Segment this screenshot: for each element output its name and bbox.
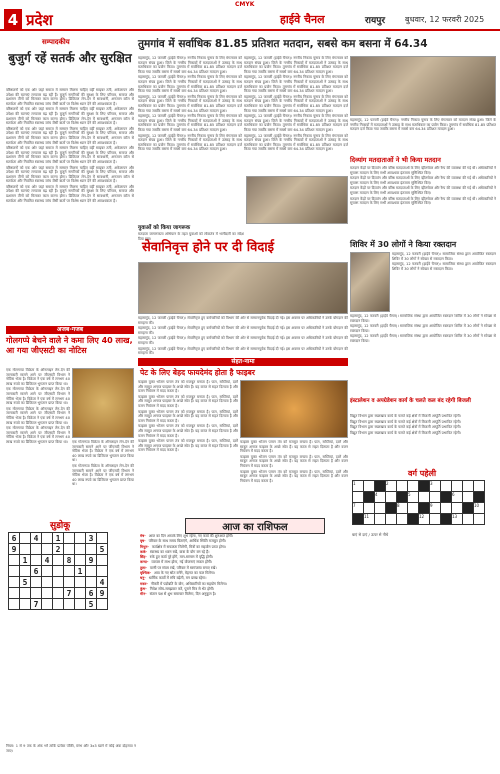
lead-headline: तुमगांव में सर्वाधिक 81.85 प्रतिशत मतदान, सबसे कम बसना में 64.34 [138,38,428,50]
rashifal-sign: वृश्चिक- [140,571,151,576]
rashifal-text: स्वास्थ्य का ध्यान रखें, यात्रा के योग बन रहे हैं। [150,549,210,554]
sudoku-cell [9,588,20,599]
sudoku-cell [53,599,64,610]
sudoku-cell [64,599,75,610]
voters-photo [246,176,348,224]
rashifal-title: आज का राशिफल [185,518,325,534]
sudoku-cell [64,577,75,588]
rashifal-text: संतान पक्ष से शुभ समाचार मिलेगा, दिन अनुकूल है। [149,592,216,597]
sudoku-cell: 1 [75,566,86,577]
sudoku-cell: 3 [86,533,97,544]
rashifal-text: निवेश सोच-समझकर करें, पुराने मित्र से भेंट होगी। [149,586,215,591]
sudoku-cell [9,599,20,610]
camp-headline: शिविर में 30 लोगों ने किया रक्तदान [350,240,457,249]
sudoku-cell: 5 [20,577,31,588]
sudoku-cell [31,555,42,566]
rashifal-text: धार्मिक कार्यों में रुचि बढ़ेगी, मन प्रसन्न रहेगा। [148,576,207,581]
sudoku-cell [64,533,75,544]
sudoku-cell [20,599,31,610]
sudoku-cell [97,599,108,610]
sudoku-cell [86,566,97,577]
health-body-2: फाइबर युक्त भोजन पाचन तंत्र को मजबूत बनाता है। फल, सब्जियां, दालें और साबुत अनाज फाइबर के अच्छे स्रोत हैं। यह कब्ज से राहत दिलाता है और वजन नियंत्रण में मदद करता है। फाइबर युक्त भोजन पाचन तंत्र को मजबूत बनाता है। फल, सब्जियां, दालें और साबुत अनाज फाइबर के अच्छे स्रोत हैं। यह कब्ज से राहत दिलाता है और वजन नियंत्रण में मदद करता है। फाइबर युक्त भोजन पाचन तंत्र को मजबूत बनाता है। फल, सब्जियां, दालें और साबुत अनाज फाइबर के अच्छे स्रोत हैं। यह कब्ज से राहत दिलाता है और वजन नियंत्रण में मदद करता है। [240,440,348,483]
crossword-title: वर्ग पहेली [408,469,437,478]
sudoku-cell: 1 [20,555,31,566]
sudoku-cell [42,566,53,577]
fiber-food-photo [240,380,348,438]
lead-body-col2: महासमुंद, 12 फरवरी (हाईवे चैनल)। नगरीय निकाय चुनाव के लिए मंगलवार को मतदान संपन्न हुआ। जिले के नगरीय निकायों में मतदाताओं ने उत्साह के साथ मताधिकार का प्रयोग किया। तुमगांव में सर्वाधिक 81.85 प्रतिशत मतदान दर्ज किया गया जबकि बसना में सबसे कम 64.34 प्रतिशत मतदान हुआ। महासमुंद, 12 फरवरी (हाईवे चैनल)। नगरीय निकाय चुनाव के लिए मंगलवार को मतदान संपन्न हुआ। जिले के नगरीय निकायों में मतदाताओं ने उत्साह के साथ मताधिकार का प्रयोग किया। तुमगांव में सर्वाधिक 81.85 प्रतिशत मतदान दर्ज किया गया जबकि बसना में सबसे कम 64.34 प्रतिशत मतदान हुआ। महासमुंद, 12 फरवरी (हाईवे चैनल)। नगरीय निकाय चुनाव के लिए मंगलवार को मतदान संपन्न हुआ। जिले के नगरीय निकायों में मतदाताओं ने उत्साह के साथ मताधिकार का प्रयोग किया। तुमगांव में सर्वाधिक 81.85 प्रतिशत मतदान दर्ज किया गया जबकि बसना में सबसे कम 64.34 प्रतिशत मतदान हुआ। महासमुंद, 12 फरवरी (हाईवे चैनल)। नगरीय निकाय चुनाव के लिए मंगलवार को मतदान संपन्न हुआ। जिले के नगरीय निकायों में मतदाताओं ने उत्साह के साथ मताधिकार का प्रयोग किया। तुमगांव में सर्वाधिक 81.85 प्रतिशत मतदान दर्ज किया गया जबकि बसना में सबसे कम 64.34 प्रतिशत मतदान हुआ। महासमुंद, 12 फरवरी (हाईवे चैनल)। नगरीय निकाय चुनाव के लिए मंगलवार को मतदान संपन्न हुआ। जिले के नगरीय निकायों में मतदाताओं ने उत्साह के साथ मताधिकार का प्रयोग किया। तुमगांव में सर्वाधिक 81.85 प्रतिशत मतदान दर्ज किया गया जबकि बसना में सबसे कम 64.34 प्रतिशत मतदान हुआ। [244,56,348,152]
sudoku-cell [20,588,31,599]
issue-date: बुधवार, 12 फरवरी 2025 [405,15,485,24]
sudoku-cell: 5 [86,599,97,610]
sudoku-cell [97,555,108,566]
health-band: सेहत-नामा [138,358,348,366]
farewell-headline: सेवानिवृत्त होने पर दी विदाई [142,240,274,255]
sudoku-cell [75,533,86,544]
crossword-grid: 1 2 3 4 5 6 7 8 9 10 11 12 13 [352,480,485,525]
electric-headline: इंस्टालेशन व अपग्रेडेशन कार्य के चलते कल बंद रहेगी बिजली [350,398,471,404]
farewell-photo [138,262,348,314]
right-story-body: मतदान केंद्रों पर दिव्यांग और वरिष्ठ मतदाताओं के लिए व्हीलचेयर और रैम्प की व्यवस्था की गई थी। अधिकारियों ने सुचारू मतदान के लिए सभी आवश्यक इंतजाम सुनिश्चित किए। मतदान केंद्रों पर दिव्यांग और वरिष्ठ मतदाताओं के लिए व्हीलचेयर और रैम्प की व्यवस्था की गई थी। अधिकारियों ने सुचारू मतदान के लिए सभी आवश्यक इंतजाम सुनिश्चित किए। मतदान केंद्रों पर दिव्यांग और वरिष्ठ मतदाताओं के लिए व्हीलचेयर और रैम्प की व्यवस्था की गई थी। अधिकारियों ने सुचारू मतदान के लिए सभी आवश्यक इंतजाम सुनिश्चित किए। मतदान केंद्रों पर दिव्यांग और वरिष्ठ मतदाताओं के लिए व्हीलचेयर और रैम्प की व्यवस्था की गई थी। अधिकारियों ने सुचारू मतदान के लिए सभी आवश्यक इंतजाम सुनिश्चित किए। [350,166,496,206]
page-number: 4 [4,9,22,31]
sudoku-cell [42,599,53,610]
editorial-headline: बुजुर्ग रहें सतर्क और सुरक्षित [8,51,132,65]
lead-body-col3: महासमुंद, 12 फरवरी (हाईवे चैनल)। नगरीय निकाय चुनाव के लिए मंगलवार को मतदान संपन्न हुआ। जिले के नगरीय निकायों में मतदाताओं ने उत्साह के साथ मताधिकार का प्रयोग किया। तुमगांव में सर्वाधिक 81.85 प्रतिशत मतदान दर्ज किया गया जबकि बसना में सबसे कम 64.34 प्रतिशत मतदान हुआ। [350,118,496,132]
editorial-body: वरिष्ठजनों को एक ओर जहां समाज में सम्मान मिलना चाहिए वहीं साइबर ठगी, अकेलापन और उपेक्षा की घटनाएं लगातार बढ़ रही हैं। बुजुर्ग नागरिकों की सुरक्षा के लिए परिवार, समाज और प्रशासन तीनों को मिलकर काम करना होगा। डिजिटल लेन-देन में सावधानी, अनजान कॉल से सतर्कता और नियमित स्वास्थ्य जांच जैसी बातों पर विशेष ध्यान देने की आवश्यकता है। वरिष्ठजनों को एक ओर जहां समाज में सम्मान मिलना चाहिए वहीं साइबर ठगी, अकेलापन और उपेक्षा की घटनाएं लगातार बढ़ रही हैं। बुजुर्ग नागरिकों की सुरक्षा के लिए परिवार, समाज और प्रशासन तीनों को मिलकर काम करना होगा। डिजिटल लेन-देन में सावधानी, अनजान कॉल से सतर्कता और नियमित स्वास्थ्य जांच जैसी बातों पर विशेष ध्यान देने की आवश्यकता है। वरिष्ठजनों को एक ओर जहां समाज में सम्मान मिलना चाहिए वहीं साइबर ठगी, अकेलापन और उपेक्षा की घटनाएं लगातार बढ़ रही हैं। बुजुर्ग नागरिकों की सुरक्षा के लिए परिवार, समाज और प्रशासन तीनों को मिलकर काम करना होगा। डिजिटल लेन-देन में सावधानी, अनजान कॉल से सतर्कता और नियमित स्वास्थ्य जांच जैसी बातों पर विशेष ध्यान देने की आवश्यकता है। वरिष्ठजनों को एक ओर जहां समाज में सम्मान मिलना चाहिए वहीं साइबर ठगी, अकेलापन और उपेक्षा की घटनाएं लगातार बढ़ रही हैं। बुजुर्ग नागरिकों की सुरक्षा के लिए परिवार, समाज और प्रशासन तीनों को मिलकर काम करना होगा। डिजिटल लेन-देन में सावधानी, अनजान कॉल से सतर्कता और नियमित स्वास्थ्य जांच जैसी बातों पर विशेष ध्यान देने की आवश्यकता है। वरिष्ठजनों को एक ओर जहां समाज में सम्मान मिलना चाहिए वहीं साइबर ठगी, अकेलापन और उपेक्षा की घटनाएं लगातार बढ़ रही हैं। बुजुर्ग नागरिकों की सुरक्षा के लिए परिवार, समाज और प्रशासन तीनों को मिलकर काम करना होगा। डिजिटल लेन-देन में सावधानी, अनजान कॉल से सतर्कता और नियमित स्वास्थ्य जांच जैसी बातों पर विशेष ध्यान देने की आवश्यकता है। वरिष्ठजनों को एक ओर जहां समाज में सम्मान मिलना चाहिए वहीं साइबर ठगी, अकेलापन और उपेक्षा की घटनाएं लगातार बढ़ रही हैं। बुजुर्ग नागरिकों की सुरक्षा के लिए परिवार, समाज और प्रशासन तीनों को मिलकर काम करना होगा। डिजिटल लेन-देन में सावधानी, अनजान कॉल से सतर्कता और नियमित स्वास्थ्य जांच जैसी बातों पर विशेष ध्यान देने की आवश्यकता है। [6,88,134,203]
sudoku-cell [20,566,31,577]
sudoku-cell: 4 [42,555,53,566]
mid-story-headline: युवाओं को किया जागरूक [138,225,191,231]
sudoku-cell [53,555,64,566]
sudoku-cell: 2 [53,544,64,555]
rashifal-sign: मिथुन- [140,544,149,549]
polling-photo [350,56,496,116]
rashifal-text: आज का दिन आपके लिए शुभ रहेगा, नए कार्य की शुरुआत होगी। [148,534,234,538]
sudoku-cell [31,588,42,599]
sudoku-cell: 8 [64,555,75,566]
city-name: रायपुर [365,16,386,26]
sudoku-cell: 6 [31,566,42,577]
sudoku-cell [53,588,64,599]
rashifal-sign: कर्क- [140,549,148,554]
rashifal-sign: कन्या- [140,560,149,565]
sudoku-cell: 5 [97,544,108,555]
rashifal-item [140,592,350,597]
sudoku-cell [75,588,86,599]
sudoku-title: सुडोकू [50,521,71,531]
rashifal-sign: वृष- [140,539,146,544]
rashifal-sign: मकर- [140,581,148,586]
mid-story-body: मतदाता जागरूकता अभियान के तहत युवाओं को लोकतंत्र में भागीदारी का संदेश दिया गया। [138,232,244,240]
ajab-band: अजब-गजब [6,326,134,334]
rashifal-list [140,534,350,770]
sudoku-cell: 9 [86,555,97,566]
sudoku-cell [9,577,20,588]
rashifal-text: कार्यक्षेत्र में सफलता मिलेगी, मित्रों का सहयोग प्राप्त होगा। [151,544,227,549]
rashifal-text: व्यापार में लाभ होगा, नई योजनाएं सफल होंगी। [151,560,213,565]
rashifal-sign: धनु- [140,576,146,581]
health-headline: पेट के लिए बेहद फायदेमंद होता है फाइबर [140,368,255,377]
sudoku-cell [86,544,97,555]
sudoku-cell [75,555,86,566]
sudoku-cell [64,544,75,555]
editorial-label: सम्पादकीय [42,38,70,46]
sudoku-cell [31,577,42,588]
rashifal-text: परिवार के साथ समय बिताएंगे, आर्थिक स्थिति मजबूत होगी। [148,539,227,544]
sudoku-note: नियम: 1 से 9 तक के अंक भरें ताकि प्रत्येक पंक्ति, स्तंभ और 3x3 खाने में कोई अंक दोहराया न जाए। [6,744,136,753]
golgappa-photo [72,368,134,438]
camp-body: महासमुंद, 12 फरवरी (हाईवे चैनल)। सामाजिक संस्था द्वारा आयोजित रक्तदान शिविर में 30 लोगों ने स्वेच्छा से रक्तदान किया। महासमुंद, 12 फरवरी (हाईवे चैनल)। सामाजिक संस्था द्वारा आयोजित रक्तदान शिविर में 30 लोगों ने स्वेच्छा से रक्तदान किया। [392,252,496,271]
sudoku-grid [8,532,108,610]
crossword-clues: बाएं से दाएं / ऊपर से नीचे [352,532,389,537]
rashifal-sign: सिंह- [140,555,147,560]
sudoku-cell [97,566,108,577]
sudoku-cell [64,566,75,577]
sudoku-cell: 4 [97,577,108,588]
cmyk-mark: CMYK [235,1,255,8]
sudoku-cell: 7 [31,599,42,610]
camp-body-2: महासमुंद, 12 फरवरी (हाईवे चैनल)। सामाजिक संस्था द्वारा आयोजित रक्तदान शिविर में 30 लोगों ने स्वेच्छा से रक्तदान किया। महासमुंद, 12 फरवरी (हाईवे चैनल)। सामाजिक संस्था द्वारा आयोजित रक्तदान शिविर में 30 लोगों ने स्वेच्छा से रक्तदान किया। महासमुंद, 12 फरवरी (हाईवे चैनल)। सामाजिक संस्था द्वारा आयोजित रक्तदान शिविर में 30 लोगों ने स्वेच्छा से रक्तदान किया। [350,314,496,343]
farewell-body: महासमुंद, 12 फरवरी (हाईवे चैनल)। सेवानिवृत्त हुए कर्मचारियों को विभाग की ओर से सम्मानपूर्वक विदाई दी गई। इस अवसर पर अधिकारियों ने उनके योगदान की सराहना की। महासमुंद, 12 फरवरी (हाईवे चैनल)। सेवानिवृत्त हुए कर्मचारियों को विभाग की ओर से सम्मानपूर्वक विदाई दी गई। इस अवसर पर अधिकारियों ने उनके योगदान की सराहना की। महासमुंद, 12 फरवरी (हाईवे चैनल)। सेवानिवृत्त हुए कर्मचारियों को विभाग की ओर से सम्मानपूर्वक विदाई दी गई। इस अवसर पर अधिकारियों ने उनके योगदान की सराहना की। महासमुंद, 12 फरवरी (हाईवे चैनल)। सेवानिवृत्त हुए कर्मचारियों को विभाग की ओर से सम्मानपूर्वक विदाई दी गई। इस अवसर पर अधिकारियों ने उनके योगदान की सराहना की। [138,316,348,356]
rashifal-sign: कुंभ- [140,586,147,591]
sudoku-cell [75,544,86,555]
sudoku-cell [97,533,108,544]
sudoku-cell: 9 [9,544,20,555]
section-title: प्रदेश [26,11,53,29]
sudoku-cell [86,577,97,588]
sudoku-cell: 1 [53,533,64,544]
sudoku-cell [75,577,86,588]
rashifal-text: वाणी पर संयम रखें, परिवार में सामंजस्य बनाए रखें। [149,565,217,570]
ajab-headline: गोलगप्पे बेचने वाले ने कमा लिए 40 लाख, आ गया जीएसटी का नोटिस [6,336,133,355]
rashifal-sign: तुला- [140,565,147,570]
sudoku-cell: 6 [9,533,20,544]
rashifal-sign: मीन- [140,592,147,597]
sudoku-cell [42,544,53,555]
sudoku-cell: 6 [86,588,97,599]
ajab-body-2: एक गोलगप्पा विक्रेता के ऑनलाइन लेन-देन की जानकारी सामने आने पर जीएसटी विभाग ने नोटिस भेजा है। विक्रेता ने एक वर्ष में लगभग 40 लाख रुपये का डिजिटल भुगतान प्राप्त किया था। एक गोलगप्पा विक्रेता के ऑनलाइन लेन-देन की जानकारी सामने आने पर जीएसटी विभाग ने नोटिस भेजा है। विक्रेता ने एक वर्ष में लगभग 40 लाख रुपये का डिजिटल भुगतान प्राप्त किया था। [72,440,134,487]
camp-photo [350,252,390,312]
sudoku-cell [31,544,42,555]
sudoku-cell [42,533,53,544]
sudoku-cell [75,599,86,610]
sudoku-cell [20,533,31,544]
rashifal-text: रुके हुए कार्य पूरे होंगे, मान-सम्मान में वृद्धि होगी। [149,555,214,560]
right-story-headline: दिव्यांग मतदाताओं ने भी किया मतदान [350,156,441,164]
sudoku-cell [20,544,31,555]
ajab-body: एक गोलगप्पा विक्रेता के ऑनलाइन लेन-देन की जानकारी सामने आने पर जीएसटी विभाग ने नोटिस भेजा है। विक्रेता ने एक वर्ष में लगभग 40 लाख रुपये का डिजिटल भुगतान प्राप्त किया था। एक गोलगप्पा विक्रेता के ऑनलाइन लेन-देन की जानकारी सामने आने पर जीएसटी विभाग ने नोटिस भेजा है। विक्रेता ने एक वर्ष में लगभग 40 लाख रुपये का डिजिटल भुगतान प्राप्त किया था। एक गोलगप्पा विक्रेता के ऑनलाइन लेन-देन की जानकारी सामने आने पर जीएसटी विभाग ने नोटिस भेजा है। विक्रेता ने एक वर्ष में लगभग 40 लाख रुपये का डिजिटल भुगतान प्राप्त किया था। एक गोलगप्पा विक्रेता के ऑनलाइन लेन-देन की जानकारी सामने आने पर जीएसटी विभाग ने नोटिस भेजा है। विक्रेता ने एक वर्ष में लगभग 40 लाख रुपये का डिजिटल भुगतान प्राप्त किया था। [6,368,70,444]
sudoku-cell [42,577,53,588]
rashifal-sign: मेष- [140,534,146,538]
brand-name: हाईवे चैनल [280,13,325,26]
health-body: फाइबर युक्त भोजन पाचन तंत्र को मजबूत बनाता है। फल, सब्जियां, दालें और साबुत अनाज फाइबर के अच्छे स्रोत हैं। यह कब्ज से राहत दिलाता है और वजन नियंत्रण में मदद करता है। फाइबर युक्त भोजन पाचन तंत्र को मजबूत बनाता है। फल, सब्जियां, दालें और साबुत अनाज फाइबर के अच्छे स्रोत हैं। यह कब्ज से राहत दिलाता है और वजन नियंत्रण में मदद करता है। फाइबर युक्त भोजन पाचन तंत्र को मजबूत बनाता है। फल, सब्जियां, दालें और साबुत अनाज फाइबर के अच्छे स्रोत हैं। यह कब्ज से राहत दिलाता है और वजन नियंत्रण में मदद करता है। फाइबर युक्त भोजन पाचन तंत्र को मजबूत बनाता है। फल, सब्जियां, दालें और साबुत अनाज फाइबर के अच्छे स्रोत हैं। यह कब्ज से राहत दिलाता है और वजन नियंत्रण में मदद करता है। फाइबर युक्त भोजन पाचन तंत्र को मजबूत बनाता है। फल, सब्जियां, दालें और साबुत अनाज फाइबर के अच्छे स्रोत हैं। यह कब्ज से राहत दिलाता है और वजन नियंत्रण में मदद करता है। [138,380,238,453]
sudoku-cell: 9 [97,588,108,599]
sudoku-cell [9,555,20,566]
lead-body-col1: महासमुंद, 12 फरवरी (हाईवे चैनल)। नगरीय निकाय चुनाव के लिए मंगलवार को मतदान संपन्न हुआ। जिले के नगरीय निकायों में मतदाताओं ने उत्साह के साथ मताधिकार का प्रयोग किया। तुमगांव में सर्वाधिक 81.85 प्रतिशत मतदान दर्ज किया गया जबकि बसना में सबसे कम 64.34 प्रतिशत मतदान हुआ। महासमुंद, 12 फरवरी (हाईवे चैनल)। नगरीय निकाय चुनाव के लिए मंगलवार को मतदान संपन्न हुआ। जिले के नगरीय निकायों में मतदाताओं ने उत्साह के साथ मताधिकार का प्रयोग किया। तुमगांव में सर्वाधिक 81.85 प्रतिशत मतदान दर्ज किया गया जबकि बसना में सबसे कम 64.34 प्रतिशत मतदान हुआ। महासमुंद, 12 फरवरी (हाईवे चैनल)। नगरीय निकाय चुनाव के लिए मंगलवार को मतदान संपन्न हुआ। जिले के नगरीय निकायों में मतदाताओं ने उत्साह के साथ मताधिकार का प्रयोग किया। तुमगांव में सर्वाधिक 81.85 प्रतिशत मतदान दर्ज किया गया जबकि बसना में सबसे कम 64.34 प्रतिशत मतदान हुआ। महासमुंद, 12 फरवरी (हाईवे चैनल)। नगरीय निकाय चुनाव के लिए मंगलवार को मतदान संपन्न हुआ। जिले के नगरीय निकायों में मतदाताओं ने उत्साह के साथ मताधिकार का प्रयोग किया। तुमगांव में सर्वाधिक 81.85 प्रतिशत मतदान दर्ज किया गया जबकि बसना में सबसे कम 64.34 प्रतिशत मतदान हुआ। महासमुंद, 12 फरवरी (हाईवे चैनल)। नगरीय निकाय चुनाव के लिए मंगलवार को मतदान संपन्न हुआ। जिले के नगरीय निकायों में मतदाताओं ने उत्साह के साथ मताधिकार का प्रयोग किया। तुमगांव में सर्वाधिक 81.85 प्रतिशत मतदान दर्ज किया गया जबकि बसना में सबसे कम 64.34 प्रतिशत मतदान हुआ। [138,56,242,152]
rashifal-text: आय के नए स्रोत बनेंगे, मेहनत का फल मिलेगा। [154,571,216,576]
sudoku-cell: 7 [64,588,75,599]
sudoku-cell: 4 [31,533,42,544]
sudoku-cell [9,566,20,577]
rashifal-text: नौकरी में पदोन्नति के योग, अधिकारियों का सहयोग मिलेगा। [150,581,227,586]
electric-body: विद्युत विभाग द्वारा रखरखाव कार्य के चलते कई क्षेत्रों में बिजली आपूर्ति प्रभावित रहेगी। विद्युत विभाग द्वारा रखरखाव कार्य के चलते कई क्षेत्रों में बिजली आपूर्ति प्रभावित रहेगी। विद्युत विभाग द्वारा रखरखाव कार्य के चलते कई क्षेत्रों में बिजली आपूर्ति प्रभावित रहेगी। विद्युत विभाग द्वारा रखरखाव कार्य के चलते कई क्षेत्रों में बिजली आपूर्ति प्रभावित रहेगी। [350,414,461,435]
sudoku-cell [42,588,53,599]
sudoku-cell [53,566,64,577]
sudoku-cell [53,577,64,588]
